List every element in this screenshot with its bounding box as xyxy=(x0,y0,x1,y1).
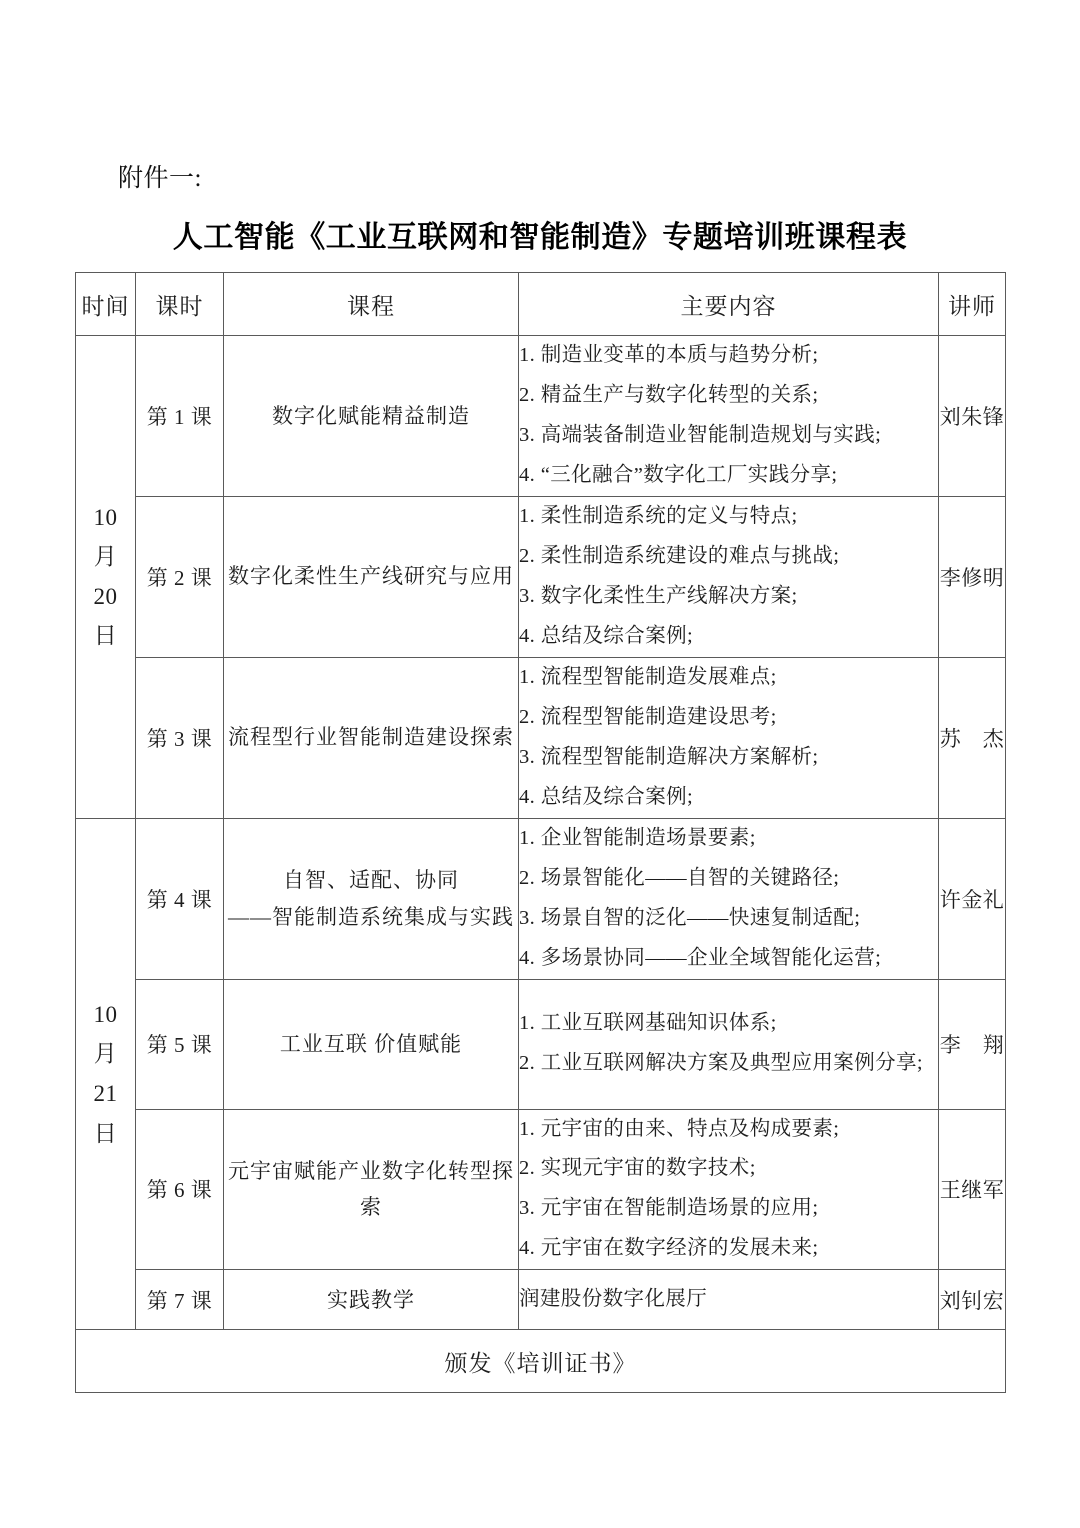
cell-content xyxy=(519,657,939,818)
content-line: 4. 多场景协同——企业全域智能化运营; xyxy=(519,946,882,969)
content-line: 2. 场景智能化——自智的关键路径; xyxy=(519,866,840,889)
content-line: 3. 元宇宙在智能制造场景的应用; xyxy=(519,1197,819,1220)
cell-course xyxy=(224,496,519,657)
cell-period: 第 1 课 xyxy=(136,336,224,497)
cell-content xyxy=(519,1109,939,1270)
content-line: 3. 高端装备制造业智能制造规划与实践; xyxy=(519,423,882,446)
date-line: 21 xyxy=(93,1081,118,1106)
cell-period: 第 5 课 xyxy=(136,979,224,1109)
table-row xyxy=(76,336,1006,497)
content-line: 2. 实现元宇宙的数字技术; xyxy=(519,1157,756,1180)
course-line: ——智能制造系统集成与实践 xyxy=(228,904,514,929)
cell-teacher: 苏 杰 xyxy=(939,657,1006,818)
schedule-table-wrapper xyxy=(75,272,1005,1393)
cell-period: 第 4 课 xyxy=(136,818,224,979)
table-header xyxy=(76,273,1006,336)
content-line: 4. “三化融合”数字化工厂实践分享; xyxy=(519,463,838,486)
date-line: 日 xyxy=(93,1120,118,1146)
cell-content xyxy=(519,1270,939,1330)
date-line: 20 xyxy=(93,583,118,609)
content-line: 3. 场景自智的泛化——快速复制适配; xyxy=(519,906,861,929)
cell-period: 第 3 课 xyxy=(136,657,224,818)
cell-content xyxy=(519,818,939,979)
content-line: 2. 精益生产与数字化转型的关系; xyxy=(519,383,819,406)
cell-course xyxy=(224,1270,519,1330)
cell-date xyxy=(76,818,136,1330)
table-row xyxy=(76,496,1006,657)
course-line: 实践教学 xyxy=(327,1287,415,1312)
table-body xyxy=(76,336,1006,1393)
table-row xyxy=(76,818,1006,979)
table-row xyxy=(76,979,1006,1109)
course-line: 自智、适配、协同 xyxy=(283,867,459,892)
cell-content xyxy=(519,979,939,1109)
content-line: 2. 流程型智能制造建设思考; xyxy=(519,705,777,728)
content-line: 润建股份数字化展厅 xyxy=(519,1287,708,1310)
cell-period: 第 6 课 xyxy=(136,1109,224,1270)
content-line: 1. 制造业变革的本质与趋势分析; xyxy=(519,344,819,366)
cell-course xyxy=(224,1109,519,1270)
content-line: 3. 数字化柔性生产线解决方案; xyxy=(519,584,798,607)
content-line: 1. 工业互联网基础知识体系; xyxy=(519,1012,777,1035)
content-line: 3. 流程型智能制造解决方案解析; xyxy=(519,745,819,768)
cell-teacher: 李 翔 xyxy=(939,979,1006,1109)
cell-course xyxy=(224,336,519,497)
date-line: 月 xyxy=(93,1041,118,1067)
course-line: 元宇宙赋能产业数字化转型探索 xyxy=(228,1158,514,1220)
course-line: 数字化柔性生产线研究与应用 xyxy=(228,564,514,589)
cell-teacher: 刘钊宏 xyxy=(939,1270,1006,1330)
table-row xyxy=(76,657,1006,818)
header-time: 时间 xyxy=(76,273,136,336)
course-line: 工业互联 价值赋能 xyxy=(279,1031,463,1056)
cell-content xyxy=(519,336,939,497)
cell-course xyxy=(224,657,519,818)
page-title: 人工智能《工业互联网和智能制造》专题培训班课程表 xyxy=(172,221,908,254)
date-line: 月 xyxy=(93,544,118,570)
attachment-label: 附件一: xyxy=(118,165,202,192)
content-line: 1. 柔性制造系统的定义与特点; xyxy=(519,504,798,527)
header-course: 课程 xyxy=(224,273,519,336)
content-line: 2. 工业互联网解决方案及典型应用案例分享; xyxy=(519,1052,923,1074)
content-line: 1. 流程型智能制造发展难点; xyxy=(519,665,777,688)
header-teacher: 讲师 xyxy=(939,273,1006,336)
content-line: 4. 总结及综合案例; xyxy=(519,624,694,647)
table-row xyxy=(76,1109,1006,1270)
content-line: 1. 元宇宙的由来、特点及构成要素; xyxy=(519,1117,840,1140)
date-line: 日 xyxy=(93,623,118,649)
date-line: 10 xyxy=(93,504,118,530)
cell-teacher: 王继军 xyxy=(939,1109,1006,1270)
course-line: 流程型行业智能制造建设探索 xyxy=(228,725,514,750)
cell-course xyxy=(224,818,519,979)
cell-date xyxy=(76,336,136,819)
table-row xyxy=(76,1270,1006,1330)
content-line: 1. 企业智能制造场景要素; xyxy=(519,826,756,849)
table-header-row xyxy=(76,273,1006,336)
table-footer-row xyxy=(76,1330,1006,1393)
cell-course xyxy=(224,979,519,1109)
content-line: 4. 总结及综合案例; xyxy=(519,785,694,808)
footer-note: 颁发《培训证书》 xyxy=(76,1330,1006,1393)
content-line: 2. 柔性制造系统建设的难点与挑战; xyxy=(519,544,840,567)
course-line: 数字化赋能精益制造 xyxy=(272,403,470,428)
cell-teacher: 许金礼 xyxy=(939,818,1006,979)
content-line: 4. 元宇宙在数字经济的发展未来; xyxy=(519,1237,819,1260)
cell-teacher: 李修明 xyxy=(939,496,1006,657)
course-schedule-table xyxy=(75,272,1006,1393)
date-line: 10 xyxy=(93,1001,118,1027)
cell-teacher: 刘朱锋 xyxy=(939,336,1006,497)
cell-period: 第 7 课 xyxy=(136,1270,224,1330)
cell-period: 第 2 课 xyxy=(136,496,224,657)
header-content: 主要内容 xyxy=(519,273,939,336)
cell-content xyxy=(519,496,939,657)
header-period: 课时 xyxy=(136,273,224,336)
